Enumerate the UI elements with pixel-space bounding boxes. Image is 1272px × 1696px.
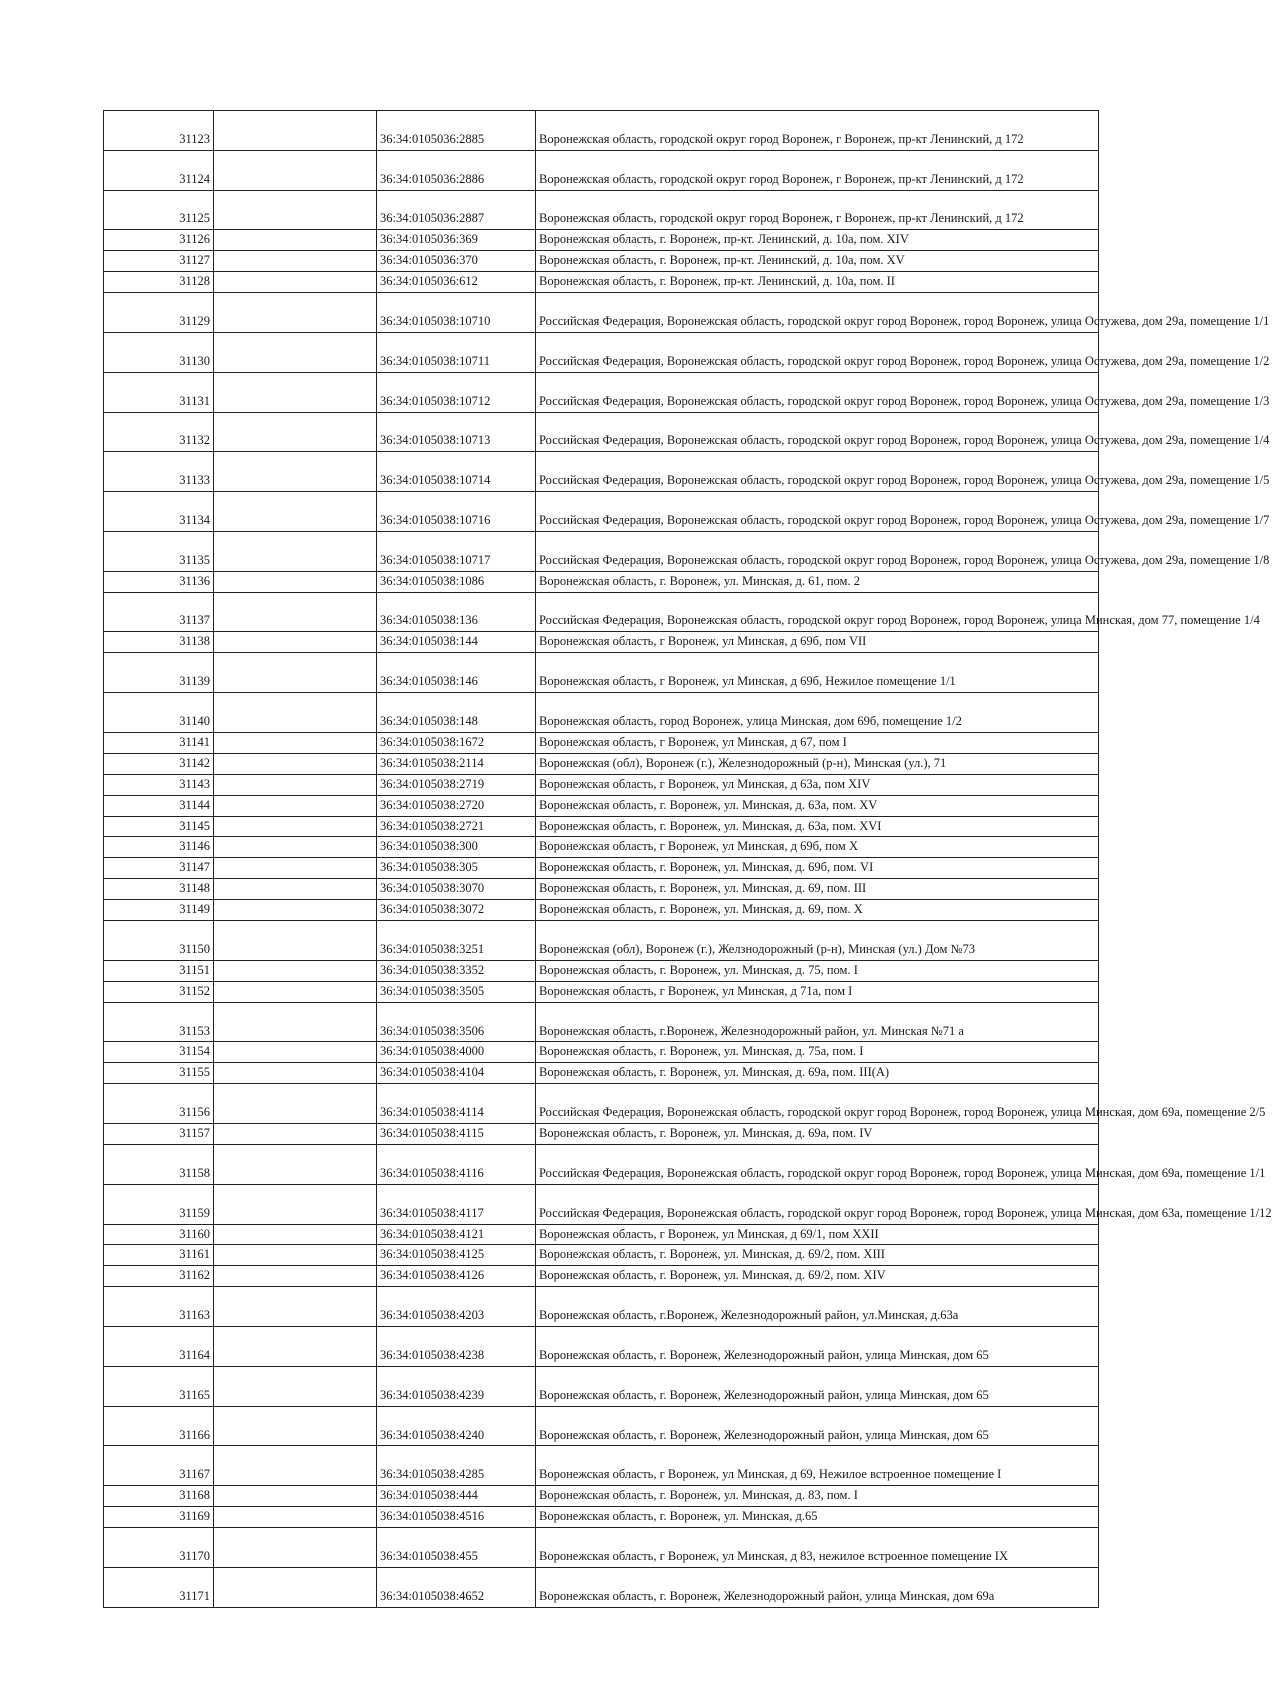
address-cell: Воронежская область, г. Воронеж, пр-кт. Ленинский, д. 10а, пом. II — [536, 272, 1099, 293]
row-number-cell: 31129 — [104, 293, 214, 333]
address-cell: Воронежская область, г. Воронеж, ул. Минская, д. 75, пом. I — [536, 960, 1099, 981]
address-cell: Воронежская область, г. Воронеж, ул. Минская, д. 61, пом. 2 — [536, 571, 1099, 592]
cadastral-number-cell: 36:34:0105038:4652 — [377, 1567, 536, 1607]
empty-cell — [214, 492, 377, 532]
empty-cell — [214, 111, 377, 151]
row-number-cell: 31135 — [104, 531, 214, 571]
empty-cell — [214, 1063, 377, 1084]
address-cell: Воронежская область, г. Воронеж, ул. Минская, д. 83, пом. I — [536, 1486, 1099, 1507]
table-row — [104, 879, 1099, 900]
row-number-cell: 31139 — [104, 653, 214, 693]
empty-cell — [214, 1507, 377, 1528]
address-cell: Воронежская область, г. Воронеж, ул. Минская, д. 69, пом. III — [536, 879, 1099, 900]
cadastral-number-cell: 36:34:0105038:4516 — [377, 1507, 536, 1528]
cadastral-number-cell: 36:34:0105038:455 — [377, 1528, 536, 1568]
cadastral-number-cell: 36:34:0105038:444 — [377, 1486, 536, 1507]
row-number-cell: 31167 — [104, 1446, 214, 1486]
address-cell: Российская Федерация, Воронежская область, городской округ город Воронеж, город Воронеж, улица Остужева, дом 29а, помещение 1/4 — [536, 412, 1099, 452]
cadastral-number-cell: 36:34:0105038:4238 — [377, 1327, 536, 1367]
table-row — [104, 1063, 1099, 1084]
empty-cell — [214, 1042, 377, 1063]
address-cell: Воронежская область, городской округ город Воронеж, г Воронеж, пр-кт Ленинский, д 172 — [536, 150, 1099, 190]
address-cell: Воронежская область, город Воронеж, улица Минская, дом 69б, помещение 1/2 — [536, 693, 1099, 733]
row-number-cell: 31126 — [104, 230, 214, 251]
row-number-cell: 31137 — [104, 592, 214, 632]
row-number-cell: 31130 — [104, 332, 214, 372]
row-number-cell: 31171 — [104, 1567, 214, 1607]
row-number-cell: 31143 — [104, 774, 214, 795]
table-row — [104, 332, 1099, 372]
address-cell: Российская Федерация, Воронежская область, городской округ город Воронеж, город Воронеж, улица Остужева, дом 29а, помещение 1/1 — [536, 293, 1099, 333]
address-cell: Воронежская область, г. Воронеж, Железнодорожный район, улица Минская, дом 65 — [536, 1366, 1099, 1406]
address-cell: Российская Федерация, Воронежская область, городской округ город Воронеж, город Воронеж, улица Минская, дом 69а, помещение 2/5 — [536, 1084, 1099, 1124]
address-cell: Воронежская область, г Воронеж, ул Минская, д 69б, пом X — [536, 837, 1099, 858]
row-number-cell: 31160 — [104, 1224, 214, 1245]
empty-cell — [214, 1245, 377, 1266]
row-number-cell: 31123 — [104, 111, 214, 151]
empty-cell — [214, 879, 377, 900]
table-row — [104, 111, 1099, 151]
cadastral-number-cell: 36:34:0105038:4115 — [377, 1124, 536, 1145]
address-cell: Воронежская область, г Воронеж, ул Минская, д 69/1, пом XXII — [536, 1224, 1099, 1245]
cadastral-number-cell: 36:34:0105038:4240 — [377, 1406, 536, 1446]
row-number-cell: 31147 — [104, 858, 214, 879]
row-number-cell: 31148 — [104, 879, 214, 900]
address-cell: Воронежская область, г. Воронеж, ул. Минская, д. 69а, пом. IV — [536, 1124, 1099, 1145]
address-cell: Воронежская область, г Воронеж, ул Минская, д 69, Нежилое встроенное помещение I — [536, 1446, 1099, 1486]
empty-cell — [214, 1446, 377, 1486]
address-cell: Воронежская область, г. Воронеж, ул. Минская, д. 69/2, пом. XIV — [536, 1266, 1099, 1287]
cadastral-number-cell: 36:34:0105038:3072 — [377, 900, 536, 921]
empty-cell — [214, 1224, 377, 1245]
address-cell: Воронежская область, г. Воронеж, ул. Минская, д. 69, пом. X — [536, 900, 1099, 921]
row-number-cell: 31141 — [104, 732, 214, 753]
table-row — [104, 1042, 1099, 1063]
cadastral-number-cell: 36:34:0105036:612 — [377, 272, 536, 293]
empty-cell — [214, 1287, 377, 1327]
address-cell: Российская Федерация, Воронежская область, городской округ город Воронеж, город Воронеж, улица Остужева, дом 29а, помещение 1/5 — [536, 452, 1099, 492]
row-number-cell: 31128 — [104, 272, 214, 293]
row-number-cell: 31151 — [104, 960, 214, 981]
row-number-cell: 31132 — [104, 412, 214, 452]
cadastral-number-cell: 36:34:0105038:4000 — [377, 1042, 536, 1063]
cadastral-number-cell: 36:34:0105038:3506 — [377, 1002, 536, 1042]
empty-cell — [214, 837, 377, 858]
address-cell: Воронежская область, г Воронеж, ул Минская, д 67, пом I — [536, 732, 1099, 753]
empty-cell — [214, 816, 377, 837]
cadastral-number-cell: 36:34:0105038:2720 — [377, 795, 536, 816]
table-row — [104, 732, 1099, 753]
table-row — [104, 774, 1099, 795]
table-row — [104, 816, 1099, 837]
empty-cell — [214, 774, 377, 795]
empty-cell — [214, 571, 377, 592]
row-number-cell: 31168 — [104, 1486, 214, 1507]
cadastral-number-cell: 36:34:0105036:370 — [377, 251, 536, 272]
cadastral-number-cell: 36:34:0105038:3505 — [377, 981, 536, 1002]
address-cell: Воронежская область, г.Воронеж, Железнодорожный район, ул. Минская №71 а — [536, 1002, 1099, 1042]
empty-cell — [214, 372, 377, 412]
table-row — [104, 492, 1099, 532]
empty-cell — [214, 1002, 377, 1042]
table-row — [104, 693, 1099, 733]
table-row — [104, 653, 1099, 693]
address-cell: Воронежская область, городской округ город Воронеж, г Воронеж, пр-кт Ленинский, д 172 — [536, 190, 1099, 230]
empty-cell — [214, 1327, 377, 1367]
row-number-cell: 31125 — [104, 190, 214, 230]
empty-cell — [214, 190, 377, 230]
address-cell: Российская Федерация, Воронежская область, городской округ город Воронеж, город Воронеж, улица Остужева, дом 29а, помещение 1/3 — [536, 372, 1099, 412]
address-cell: Воронежская область, г.Воронеж, Железнодорожный район, ул.Минская, д.63а — [536, 1287, 1099, 1327]
cadastral-number-cell: 36:34:0105038:10713 — [377, 412, 536, 452]
row-number-cell: 31142 — [104, 753, 214, 774]
address-cell: Воронежская область, г. Воронеж, ул. Минская, д. 63а, пом. XV — [536, 795, 1099, 816]
cadastral-number-cell: 36:34:0105038:144 — [377, 632, 536, 653]
cadastral-number-cell: 36:34:0105038:2721 — [377, 816, 536, 837]
table-row — [104, 1084, 1099, 1124]
cadastral-number-cell: 36:34:0105038:305 — [377, 858, 536, 879]
table-row — [104, 272, 1099, 293]
cadastral-number-cell: 36:34:0105038:4104 — [377, 1063, 536, 1084]
empty-cell — [214, 1184, 377, 1224]
empty-cell — [214, 858, 377, 879]
empty-cell — [214, 230, 377, 251]
address-cell: Российская Федерация, Воронежская область, городской округ город Воронеж, город Воронеж, улица Остужева, дом 29а, помещение 1/7 — [536, 492, 1099, 532]
cadastral-number-cell: 36:34:0105038:10712 — [377, 372, 536, 412]
address-cell: Воронежская область, г Воронеж, ул Минская, д 69б, Нежилое помещение 1/1 — [536, 653, 1099, 693]
cadastral-number-cell: 36:34:0105038:3070 — [377, 879, 536, 900]
table-row — [104, 190, 1099, 230]
address-cell: Воронежская область, г. Воронеж, ул. Минская, д. 63а, пом. XVI — [536, 816, 1099, 837]
table-row — [104, 1224, 1099, 1245]
address-cell: Российская Федерация, Воронежская область, городской округ город Воронеж, город Воронеж, улица Минская, дом 63а, помещение 1/12 — [536, 1184, 1099, 1224]
row-number-cell: 31158 — [104, 1144, 214, 1184]
cadastral-number-cell: 36:34:0105038:4117 — [377, 1184, 536, 1224]
empty-cell — [214, 960, 377, 981]
row-number-cell: 31138 — [104, 632, 214, 653]
cadastral-number-cell: 36:34:0105036:369 — [377, 230, 536, 251]
row-number-cell: 31156 — [104, 1084, 214, 1124]
row-number-cell: 31163 — [104, 1287, 214, 1327]
address-cell: Воронежская область, г. Воронеж, Железнодорожный район, улица Минская, дом 69а — [536, 1567, 1099, 1607]
cadastral-number-cell: 36:34:0105038:146 — [377, 653, 536, 693]
empty-cell — [214, 1084, 377, 1124]
address-cell: Воронежская область, г. Воронеж, Железнодорожный район, улица Минская, дом 65 — [536, 1406, 1099, 1446]
row-number-cell: 31164 — [104, 1327, 214, 1367]
cadastral-number-cell: 36:34:0105038:4125 — [377, 1245, 536, 1266]
table-row — [104, 1446, 1099, 1486]
cadastral-number-cell: 36:34:0105038:136 — [377, 592, 536, 632]
cadastral-number-cell: 36:34:0105036:2886 — [377, 150, 536, 190]
table-row — [104, 230, 1099, 251]
row-number-cell: 31154 — [104, 1042, 214, 1063]
table-row — [104, 1287, 1099, 1327]
empty-cell — [214, 1366, 377, 1406]
cadastral-number-cell: 36:34:0105038:4239 — [377, 1366, 536, 1406]
table-row — [104, 150, 1099, 190]
empty-cell — [214, 632, 377, 653]
row-number-cell: 31124 — [104, 150, 214, 190]
row-number-cell: 31145 — [104, 816, 214, 837]
empty-cell — [214, 753, 377, 774]
table-row — [104, 531, 1099, 571]
empty-cell — [214, 272, 377, 293]
row-number-cell: 31153 — [104, 1002, 214, 1042]
empty-cell — [214, 900, 377, 921]
row-number-cell: 31149 — [104, 900, 214, 921]
address-cell: Воронежская область, г. Воронеж, ул. Минская, д. 69б, пом. VI — [536, 858, 1099, 879]
cadastral-number-cell: 36:34:0105038:4126 — [377, 1266, 536, 1287]
cadastral-number-cell: 36:34:0105038:10717 — [377, 531, 536, 571]
row-number-cell: 31146 — [104, 837, 214, 858]
address-cell: Воронежская область, г Воронеж, ул Минская, д 83, нежилое встроенное помещение IX — [536, 1528, 1099, 1568]
address-cell: Российская Федерация, Воронежская область, городской округ город Воронеж, город Воронеж, улица Остужева, дом 29а, помещение 1/8 — [536, 531, 1099, 571]
cadastral-number-cell: 36:34:0105038:2719 — [377, 774, 536, 795]
table-row — [104, 981, 1099, 1002]
table-row — [104, 251, 1099, 272]
empty-cell — [214, 150, 377, 190]
empty-cell — [214, 981, 377, 1002]
cadastral-number-cell: 36:34:0105036:2887 — [377, 190, 536, 230]
empty-cell — [214, 1144, 377, 1184]
table-row — [104, 900, 1099, 921]
address-cell: Российская Федерация, Воронежская область, городской округ город Воронеж, город Воронеж, улица Минская, дом 77, помещение 1/4 — [536, 592, 1099, 632]
address-cell: Воронежская область, г. Воронеж, ул. Минская, д. 75а, пом. I — [536, 1042, 1099, 1063]
table-row — [104, 1528, 1099, 1568]
table-row — [104, 632, 1099, 653]
empty-cell — [214, 592, 377, 632]
address-cell: Воронежская область, г Воронеж, ул Минская, д 63а, пом XIV — [536, 774, 1099, 795]
row-number-cell: 31131 — [104, 372, 214, 412]
address-cell: Воронежская область, г. Воронеж, Железнодорожный район, улица Минская, дом 65 — [536, 1327, 1099, 1367]
empty-cell — [214, 1124, 377, 1145]
row-number-cell: 31155 — [104, 1063, 214, 1084]
table-row — [104, 452, 1099, 492]
empty-cell — [214, 1486, 377, 1507]
address-cell: Воронежская область, г Воронеж, ул Минская, д 71а, пом I — [536, 981, 1099, 1002]
address-cell: Воронежская область, г. Воронеж, ул. Минская, д. 69/2, пом. XIII — [536, 1245, 1099, 1266]
table-row — [104, 1567, 1099, 1607]
cadastral-number-cell: 36:34:0105038:10710 — [377, 293, 536, 333]
cadastral-number-cell: 36:34:0105038:1086 — [377, 571, 536, 592]
table-row — [104, 858, 1099, 879]
empty-cell — [214, 1567, 377, 1607]
address-cell: Воронежская область, г. Воронеж, ул. Минская, д. 69а, пом. III(А) — [536, 1063, 1099, 1084]
table-row — [104, 571, 1099, 592]
row-number-cell: 31152 — [104, 981, 214, 1002]
row-number-cell: 31161 — [104, 1245, 214, 1266]
row-number-cell: 31144 — [104, 795, 214, 816]
row-number-cell: 31127 — [104, 251, 214, 272]
cadastral-number-cell: 36:34:0105038:148 — [377, 693, 536, 733]
table-row — [104, 837, 1099, 858]
row-number-cell: 31162 — [104, 1266, 214, 1287]
table-row — [104, 1366, 1099, 1406]
row-number-cell: 31150 — [104, 921, 214, 961]
table-row — [104, 412, 1099, 452]
empty-cell — [214, 795, 377, 816]
cadastral-number-cell: 36:34:0105038:4203 — [377, 1287, 536, 1327]
empty-cell — [214, 921, 377, 961]
table-row — [104, 1144, 1099, 1184]
row-number-cell: 31136 — [104, 571, 214, 592]
cadastral-number-cell: 36:34:0105038:4285 — [377, 1446, 536, 1486]
empty-cell — [214, 653, 377, 693]
table-row — [104, 1406, 1099, 1446]
table-row — [104, 921, 1099, 961]
address-cell: Воронежская область, г. Воронеж, пр-кт. Ленинский, д. 10а, пом. XV — [536, 251, 1099, 272]
cadastral-number-cell: 36:34:0105038:3251 — [377, 921, 536, 961]
address-cell: Воронежская область, г. Воронеж, ул. Минская, д.65 — [536, 1507, 1099, 1528]
table-row — [104, 592, 1099, 632]
table-row — [104, 1184, 1099, 1224]
cadastral-number-cell: 36:34:0105038:1672 — [377, 732, 536, 753]
table-row — [104, 795, 1099, 816]
address-cell: Российская Федерация, Воронежская область, городской округ город Воронеж, город Воронеж, улица Минская, дом 69а, помещение 1/1 — [536, 1144, 1099, 1184]
row-number-cell: 31159 — [104, 1184, 214, 1224]
empty-cell — [214, 531, 377, 571]
empty-cell — [214, 452, 377, 492]
table-row — [104, 372, 1099, 412]
empty-cell — [214, 1528, 377, 1568]
table-row — [104, 960, 1099, 981]
address-cell: Воронежская область, городской округ город Воронеж, г Воронеж, пр-кт Ленинский, д 172 — [536, 111, 1099, 151]
empty-cell — [214, 1406, 377, 1446]
table-row — [104, 753, 1099, 774]
cadastral-number-cell: 36:34:0105038:10711 — [377, 332, 536, 372]
empty-cell — [214, 732, 377, 753]
address-cell: Воронежская (обл), Воронеж (г.), Желзнодорожный (р-н), Минская (ул.) Дом №73 — [536, 921, 1099, 961]
address-cell: Воронежская область, г. Воронеж, пр-кт. Ленинский, д. 10а, пом. XIV — [536, 230, 1099, 251]
cadastral-number-cell: 36:34:0105038:4114 — [377, 1084, 536, 1124]
empty-cell — [214, 693, 377, 733]
property-registry-table — [103, 110, 1272, 1608]
empty-cell — [214, 293, 377, 333]
table-row — [104, 1507, 1099, 1528]
empty-cell — [214, 1266, 377, 1287]
cadastral-number-cell: 36:34:0105038:10716 — [377, 492, 536, 532]
cadastral-number-cell: 36:34:0105036:2885 — [377, 111, 536, 151]
empty-cell — [214, 412, 377, 452]
cadastral-number-cell: 36:34:0105038:10714 — [377, 452, 536, 492]
empty-cell — [214, 251, 377, 272]
address-cell: Воронежская (обл), Воронеж (г.), Железнодорожный (р-н), Минская (ул.), 71 — [536, 753, 1099, 774]
table-row — [104, 1327, 1099, 1367]
registry-table-body — [104, 111, 1272, 1608]
row-number-cell: 31166 — [104, 1406, 214, 1446]
row-number-cell: 31170 — [104, 1528, 214, 1568]
row-number-cell: 31165 — [104, 1366, 214, 1406]
table-row — [104, 1245, 1099, 1266]
table-row — [104, 1124, 1099, 1145]
table-row — [104, 1266, 1099, 1287]
table-row — [104, 1486, 1099, 1507]
cadastral-number-cell: 36:34:0105038:4121 — [377, 1224, 536, 1245]
cadastral-number-cell: 36:34:0105038:300 — [377, 837, 536, 858]
cadastral-number-cell: 36:34:0105038:2114 — [377, 753, 536, 774]
row-number-cell: 31134 — [104, 492, 214, 532]
row-number-cell: 31157 — [104, 1124, 214, 1145]
address-cell: Воронежская область, г Воронеж, ул Минская, д 69б, пом VII — [536, 632, 1099, 653]
table-row — [104, 293, 1099, 333]
cadastral-number-cell: 36:34:0105038:3352 — [377, 960, 536, 981]
table-row — [104, 1002, 1099, 1042]
row-number-cell: 31169 — [104, 1507, 214, 1528]
row-number-cell: 31133 — [104, 452, 214, 492]
cadastral-number-cell: 36:34:0105038:4116 — [377, 1144, 536, 1184]
address-cell: Российская Федерация, Воронежская область, городской округ город Воронеж, город Воронеж, улица Остужева, дом 29а, помещение 1/2 — [536, 332, 1099, 372]
row-number-cell: 31140 — [104, 693, 214, 733]
empty-cell — [214, 332, 377, 372]
